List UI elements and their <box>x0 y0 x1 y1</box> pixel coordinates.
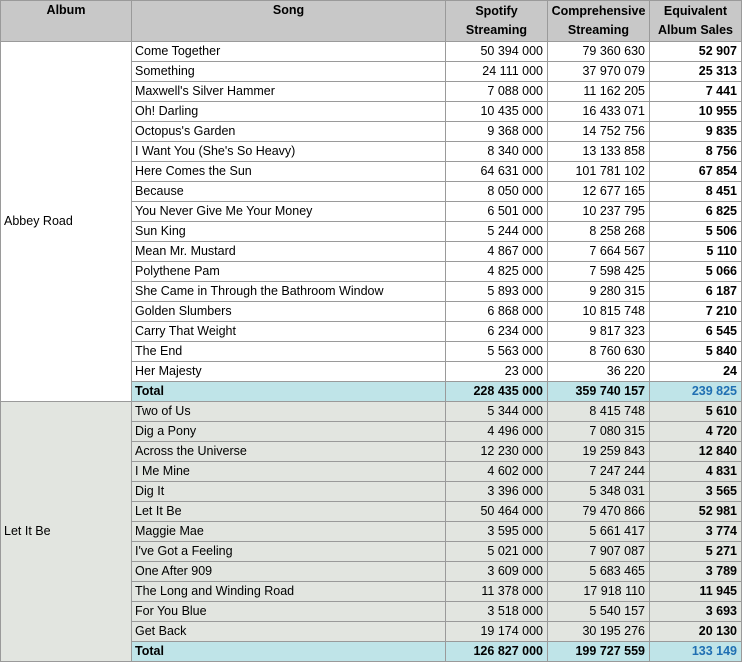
header-spotify-streaming <box>446 1 548 42</box>
total-comprehensive-streams: 359 740 157 <box>548 382 650 402</box>
song-title: Carry That Weight <box>132 322 446 342</box>
total-comprehensive-streams: 199 727 559 <box>548 642 650 662</box>
spotify-streams: 4 496 000 <box>446 422 548 442</box>
song-title: Come Together <box>132 42 446 62</box>
song-title: One After 909 <box>132 562 446 582</box>
comprehensive-streams: 16 433 071 <box>548 102 650 122</box>
song-title: Here Comes the Sun <box>132 162 446 182</box>
album-name: Let It Be <box>1 402 132 662</box>
song-title: Let It Be <box>132 502 446 522</box>
song-title: For You Blue <box>132 602 446 622</box>
spotify-streams: 3 595 000 <box>446 522 548 542</box>
total-label: Total <box>132 382 446 402</box>
song-title: Because <box>132 182 446 202</box>
total-equivalent-album-sales: 133 149 <box>650 642 742 662</box>
equivalent-album-sales: 10 955 <box>650 102 742 122</box>
equivalent-album-sales: 6 825 <box>650 202 742 222</box>
comprehensive-streams: 101 781 102 <box>548 162 650 182</box>
song-title: Octopus's Garden <box>132 122 446 142</box>
spotify-streams: 5 244 000 <box>446 222 548 242</box>
total-label: Total <box>132 642 446 662</box>
comprehensive-streams: 14 752 756 <box>548 122 650 142</box>
song-title: She Came in Through the Bathroom Window <box>132 282 446 302</box>
spotify-streams: 5 893 000 <box>446 282 548 302</box>
song-title: Golden Slumbers <box>132 302 446 322</box>
equivalent-album-sales: 5 271 <box>650 542 742 562</box>
equivalent-album-sales: 3 565 <box>650 482 742 502</box>
spotify-streams: 64 631 000 <box>446 162 548 182</box>
equivalent-album-sales: 4 720 <box>650 422 742 442</box>
comprehensive-streams: 8 258 268 <box>548 222 650 242</box>
equivalent-album-sales: 12 840 <box>650 442 742 462</box>
spotify-streams: 6 234 000 <box>446 322 548 342</box>
header-comprehensive-line1: Comprehensive <box>551 4 646 18</box>
spotify-streams: 7 088 000 <box>446 82 548 102</box>
header-song: Song <box>132 1 446 42</box>
equivalent-album-sales: 3 774 <box>650 522 742 542</box>
equivalent-album-sales: 5 840 <box>650 342 742 362</box>
comprehensive-streams: 30 195 276 <box>548 622 650 642</box>
comprehensive-streams: 7 907 087 <box>548 542 650 562</box>
comprehensive-streams: 9 280 315 <box>548 282 650 302</box>
comprehensive-streams: 8 415 748 <box>548 402 650 422</box>
spotify-streams: 23 000 <box>446 362 548 382</box>
comprehensive-streams: 12 677 165 <box>548 182 650 202</box>
comprehensive-streams: 7 664 567 <box>548 242 650 262</box>
spotify-streams: 5 344 000 <box>446 402 548 422</box>
spotify-streams: 8 340 000 <box>446 142 548 162</box>
spotify-streams: 24 111 000 <box>446 62 548 82</box>
equivalent-album-sales: 6 545 <box>650 322 742 342</box>
comprehensive-streams: 79 360 630 <box>548 42 650 62</box>
comprehensive-streams: 5 661 417 <box>548 522 650 542</box>
spotify-streams: 5 021 000 <box>446 542 548 562</box>
comprehensive-streams: 11 162 205 <box>548 82 650 102</box>
header-comprehensive-line2: Streaming <box>567 23 630 37</box>
equivalent-album-sales: 67 854 <box>650 162 742 182</box>
spotify-streams: 6 501 000 <box>446 202 548 222</box>
song-title: Polythene Pam <box>132 262 446 282</box>
song-title: Her Majesty <box>132 362 446 382</box>
total-spotify-streams: 126 827 000 <box>446 642 548 662</box>
header-comprehensive-streaming <box>548 1 650 42</box>
song-title: Across the Universe <box>132 442 446 462</box>
song-title: You Never Give Me Your Money <box>132 202 446 222</box>
spotify-streams: 19 174 000 <box>446 622 548 642</box>
equivalent-album-sales: 11 945 <box>650 582 742 602</box>
header-album: Album <box>1 1 132 42</box>
spotify-streams: 11 378 000 <box>446 582 548 602</box>
header-spotify-line2: Streaming <box>465 23 528 37</box>
song-title: Dig a Pony <box>132 422 446 442</box>
comprehensive-streams: 5 683 465 <box>548 562 650 582</box>
spotify-streams: 3 396 000 <box>446 482 548 502</box>
equivalent-album-sales: 7 210 <box>650 302 742 322</box>
song-title: Oh! Darling <box>132 102 446 122</box>
equivalent-album-sales: 5 110 <box>650 242 742 262</box>
equivalent-album-sales: 8 756 <box>650 142 742 162</box>
total-spotify-streams: 228 435 000 <box>446 382 548 402</box>
spotify-streams: 3 518 000 <box>446 602 548 622</box>
spotify-streams: 50 464 000 <box>446 502 548 522</box>
comprehensive-streams: 10 815 748 <box>548 302 650 322</box>
header-equivalent-album-sales <box>650 1 742 42</box>
equivalent-album-sales: 4 831 <box>650 462 742 482</box>
song-title: I Me Mine <box>132 462 446 482</box>
album-name: Abbey Road <box>1 42 132 402</box>
song-title: I've Got a Feeling <box>132 542 446 562</box>
total-equivalent-album-sales: 239 825 <box>650 382 742 402</box>
comprehensive-streams: 19 259 843 <box>548 442 650 462</box>
equivalent-album-sales: 3 693 <box>650 602 742 622</box>
song-title: Maggie Mae <box>132 522 446 542</box>
song-title: Get Back <box>132 622 446 642</box>
comprehensive-streams: 9 817 323 <box>548 322 650 342</box>
table-row <box>1 402 742 422</box>
spotify-streams: 6 868 000 <box>446 302 548 322</box>
song-title: Mean Mr. Mustard <box>132 242 446 262</box>
comprehensive-streams: 5 348 031 <box>548 482 650 502</box>
album-group-abbey-road <box>1 42 742 402</box>
song-title: Two of Us <box>132 402 446 422</box>
spotify-streams: 4 867 000 <box>446 242 548 262</box>
comprehensive-streams: 17 918 110 <box>548 582 650 602</box>
spotify-streams: 3 609 000 <box>446 562 548 582</box>
comprehensive-streams: 37 970 079 <box>548 62 650 82</box>
comprehensive-streams: 13 133 858 <box>548 142 650 162</box>
header-equivalent-line1: Equivalent <box>663 4 728 18</box>
comprehensive-streams: 36 220 <box>548 362 650 382</box>
comprehensive-streams: 7 598 425 <box>548 262 650 282</box>
spotify-streams: 4 825 000 <box>446 262 548 282</box>
table-row <box>1 42 742 62</box>
equivalent-album-sales: 24 <box>650 362 742 382</box>
equivalent-album-sales: 9 835 <box>650 122 742 142</box>
song-title: I Want You (She's So Heavy) <box>132 142 446 162</box>
equivalent-album-sales: 5 066 <box>650 262 742 282</box>
album-group-let-it-be <box>1 402 742 662</box>
equivalent-album-sales: 52 981 <box>650 502 742 522</box>
spotify-streams: 10 435 000 <box>446 102 548 122</box>
spotify-streams: 12 230 000 <box>446 442 548 462</box>
comprehensive-streams: 7 247 244 <box>548 462 650 482</box>
comprehensive-streams: 79 470 866 <box>548 502 650 522</box>
equivalent-album-sales: 25 313 <box>650 62 742 82</box>
song-title: Maxwell's Silver Hammer <box>132 82 446 102</box>
equivalent-album-sales: 7 441 <box>650 82 742 102</box>
equivalent-album-sales: 3 789 <box>650 562 742 582</box>
spotify-streams: 9 368 000 <box>446 122 548 142</box>
equivalent-album-sales: 20 130 <box>650 622 742 642</box>
equivalent-album-sales: 6 187 <box>650 282 742 302</box>
equivalent-album-sales: 5 610 <box>650 402 742 422</box>
header-row <box>1 1 742 42</box>
comprehensive-streams: 5 540 157 <box>548 602 650 622</box>
header-spotify-line1: Spotify <box>475 4 518 18</box>
spotify-streams: 50 394 000 <box>446 42 548 62</box>
spotify-streams: 4 602 000 <box>446 462 548 482</box>
song-title: Something <box>132 62 446 82</box>
equivalent-album-sales: 52 907 <box>650 42 742 62</box>
comprehensive-streams: 8 760 630 <box>548 342 650 362</box>
equivalent-album-sales: 5 506 <box>650 222 742 242</box>
comprehensive-streams: 7 080 315 <box>548 422 650 442</box>
comprehensive-streams: 10 237 795 <box>548 202 650 222</box>
spotify-streams: 5 563 000 <box>446 342 548 362</box>
song-title: The Long and Winding Road <box>132 582 446 602</box>
song-title: Sun King <box>132 222 446 242</box>
header-equivalent-line2: Album Sales <box>657 23 734 37</box>
song-title: Dig It <box>132 482 446 502</box>
song-title: The End <box>132 342 446 362</box>
spotify-streams: 8 050 000 <box>446 182 548 202</box>
equivalent-album-sales: 8 451 <box>650 182 742 202</box>
